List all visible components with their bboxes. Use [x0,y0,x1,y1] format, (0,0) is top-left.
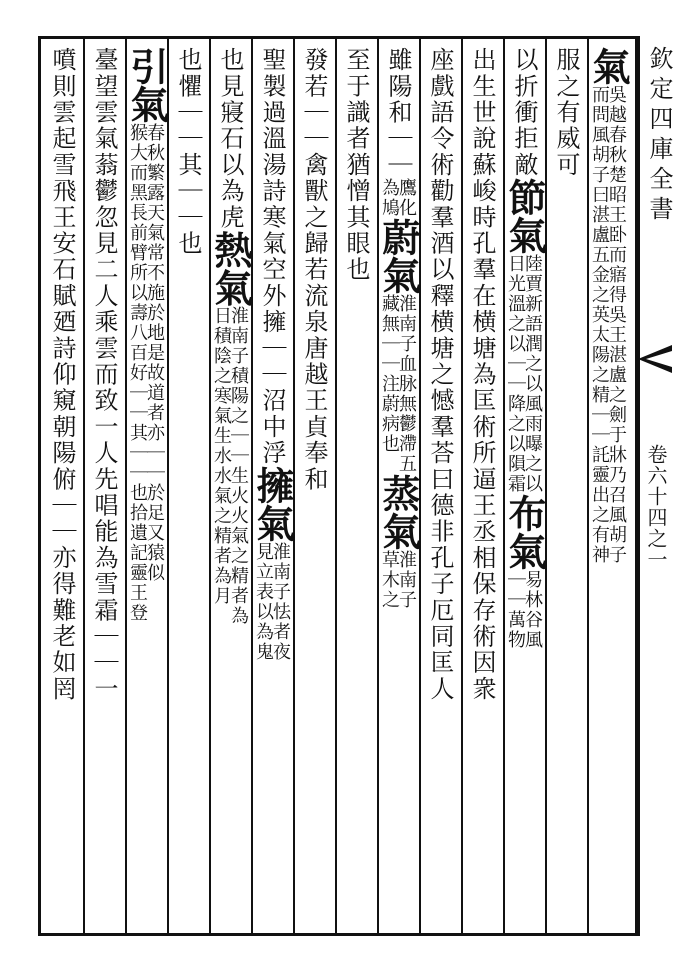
fish-tail-icon [638,341,672,377]
text-column-13: 臺望雲氣蓊鬱忽見二人乘雲而致一人先唱能為雪霜｜｜一 [90,47,118,702]
text-column-5: 座戲語令術勸羣酒以釋横塘之憾羣荅曰德非孔子厄同匡人 [426,47,454,702]
column-rule [83,39,85,933]
text-column-11: 也懼｜｜其｜｜也 [174,47,202,257]
text-column-12: 引氣春秋繁露天氣常不施於地是故道者亦｜｜於足又猿似 猴大而黑長前臂所以壽八百好｜｜其｜｜也拾遺記靈王登 [124,47,169,623]
text-column-9: 聖製過溫湯詩寒氣空外擁｜｜沼中浮擁氣淮南子怯者夜 見立表以為鬼 [250,47,295,663]
text-column-7: 至于識者猶憎其眼也 [342,47,370,283]
text-column-8: 發若｜｜禽獸之歸若流泉唐越王貞奉和 [300,47,328,493]
text-column-14: 噴則雲起雪飛王安石賦廼詩仰窺朝陽俯｜｜亦得難老如罔 [48,47,76,702]
text-column-4: 出生世說蘇峻時孔羣在横塘為匡術所逼王丞相保存術因衆 [468,47,496,702]
column-rule [167,39,169,933]
text-column-10: 也見寢石以為虎熱氣淮南子積陽之｜｜生火火氣之精者為 日積陰之寒氣生水水氣之精者為月 [208,47,253,627]
text-column-3: 以折衝拒敵節氣陸賈新語潤之以風雨曝之以 日光溫之以｜｜降之以隕霜布氣易林谷風 ｜｜萬物 [502,47,547,650]
margin-strip [638,36,672,936]
column-rule [461,39,463,933]
margin-rule [638,36,640,936]
text-column-2: 服之有威可 [552,47,580,178]
text-column-1: 氣吳越春秋楚昭王卧而寤得吳王湛盧之劍于牀乃召風胡子 而問風胡子曰湛盧五金之英太陽之精｜｜託靈出之有神 [586,47,631,565]
margin-title: 欽定四庫全書 [645,46,673,226]
column-rule [335,39,337,933]
text-column-6: 雖陽和｜｜鷹化 為鳩蔚氣淮南子血脉無鬱滯五 藏無｜｜注蔚病也蒸氣淮南子 草木之 [376,47,421,610]
column-rule [545,39,547,933]
margin-volume: 卷六十四之一 [644,444,668,570]
text-frame [38,36,638,936]
